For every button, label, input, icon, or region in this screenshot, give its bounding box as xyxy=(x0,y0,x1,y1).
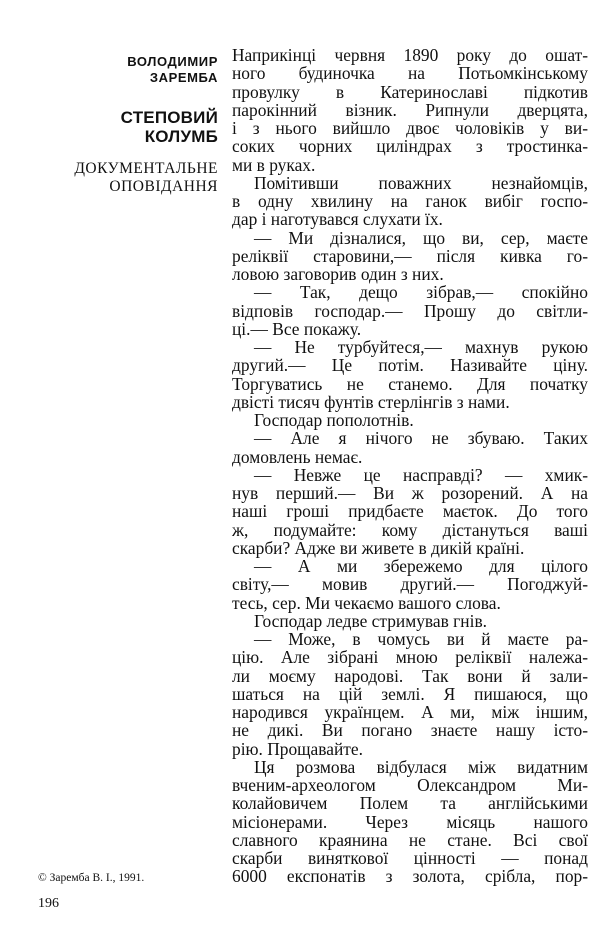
text-line: — Не турбуйтеся,— махнув рукою xyxy=(254,337,588,357)
genre-line: ОПОВІДАННЯ xyxy=(109,178,218,195)
story-genre xyxy=(74,160,218,196)
text-line: відповів господар.— Прошу до світли- xyxy=(232,300,588,321)
paragraph xyxy=(232,229,588,284)
text-line: ного будиночка на Потьомкінському xyxy=(232,63,588,84)
author-first-name: ВОЛОДИМИР xyxy=(127,54,218,69)
text-line: місіонерами. Через місяць нашого xyxy=(232,811,588,832)
text-line: наші гроші придбаєте маєток. До того xyxy=(232,501,588,522)
paragraph xyxy=(232,283,588,338)
text-line: ж, подумайте: кому дістануться ваші xyxy=(232,519,588,540)
text-line: 6000 експонатів з золота, срібла, пор- xyxy=(232,866,588,887)
paragraph xyxy=(232,429,588,466)
copyright-notice: © Заремба В. І., 1991. xyxy=(38,872,145,884)
text-line: славного краянина не стане. Всі свої xyxy=(232,829,588,850)
story-title-line: КОЛУМБ xyxy=(144,127,218,146)
text-line: скарби? Адже ви живете в дикій країні. xyxy=(232,537,525,558)
text-line: реліквії старовини,— після кивка го- xyxy=(232,245,588,266)
text-line: і з нього вийшло двоє чоловіків у ви- xyxy=(232,118,588,138)
text-line: ми в руках. xyxy=(232,154,316,175)
text-line: соких чорних циліндрах з тростинка- xyxy=(232,136,588,157)
paragraph xyxy=(232,338,588,411)
text-line: Наприкінці червня 1890 року до ошат- xyxy=(232,45,588,65)
text-line: — Але я нічого не збуваю. Таких xyxy=(254,428,588,449)
paragraph xyxy=(232,466,588,557)
text-line: рію. Прощавайте. xyxy=(232,738,363,759)
text-line: ці.— Все покажу. xyxy=(232,318,362,339)
story-title xyxy=(121,108,218,146)
text-line: другий.— Це потім. Називайте ціну. xyxy=(232,355,588,376)
paragraph xyxy=(232,411,588,429)
body-text xyxy=(232,46,588,886)
paragraph xyxy=(232,557,588,612)
text-line: — Ми дізналися, що ви, сер, маєте xyxy=(254,227,588,248)
text-line: шаться на цій землі. Я пишаюся, що xyxy=(232,683,588,704)
paragraph xyxy=(232,174,588,229)
text-line: двісті тисяч фунтів стерлінгів з нами. xyxy=(232,391,510,412)
story-title-line: СТЕПОВИЙ xyxy=(120,108,218,127)
text-line: — А ми збережемо для цілого xyxy=(254,556,588,576)
text-line: нув перший.— Ви ж розорений. А на xyxy=(232,483,588,503)
text-line: провулку в Катеринославі підкотив xyxy=(232,81,588,102)
text-line: вченим-археологом Олександром Ми- xyxy=(232,775,588,795)
genre-line: ДОКУМЕНТАЛЬНЕ xyxy=(74,160,218,177)
text-line: — Невже це насправді? — хмик- xyxy=(254,464,588,485)
text-line: Помітивши поважних незнайомців, xyxy=(254,172,588,193)
page-number: 196 xyxy=(38,896,59,911)
text-line: колайовичем Полем та англійськими xyxy=(232,793,588,814)
text-line: ловою заговорив один з них. xyxy=(232,264,444,284)
text-line: Торгуватись не станемо. Для початку xyxy=(232,373,588,394)
text-line: Ця розмова відбулася між видатним xyxy=(254,756,588,777)
text-line: Господар пополотнів. xyxy=(254,410,414,430)
text-line: — Може, в чомусь ви й маєте ра- xyxy=(254,629,588,649)
text-line: дар і наготувався слухати їх. xyxy=(232,209,443,230)
paragraph xyxy=(232,630,588,758)
author-last-name: ЗАРЕМБА xyxy=(149,70,218,85)
text-line: домовлень немає. xyxy=(232,446,363,467)
text-line: народився українцем. А ми, між іншим, xyxy=(232,702,588,722)
paragraph xyxy=(232,612,588,630)
text-line: Господар ледве стримував гнів. xyxy=(254,610,487,631)
text-line: цію. Але зібрані мною реліквії належа- xyxy=(232,647,588,668)
text-line: не дикі. Ви погано знаєте нашу істо- xyxy=(232,720,588,741)
text-line: ли моєму народові. Так вони й зали- xyxy=(232,665,588,686)
text-line: — Так, дещо зібрав,— спокійно xyxy=(254,282,588,303)
author-name xyxy=(127,54,218,86)
paragraph xyxy=(232,46,588,174)
text-line: світу,— мовив другий.— Погоджуй- xyxy=(232,574,588,595)
text-line: скарби виняткової цінності — понад xyxy=(232,848,588,868)
text-line: тесь, сер. Ми чекаємо вашого слова. xyxy=(232,592,501,613)
text-line: в одну хвилину на ганок вибіг госпо- xyxy=(232,191,588,211)
paragraph xyxy=(232,758,588,886)
text-line: парокінний візник. Рипнули дверцята, xyxy=(232,99,588,120)
